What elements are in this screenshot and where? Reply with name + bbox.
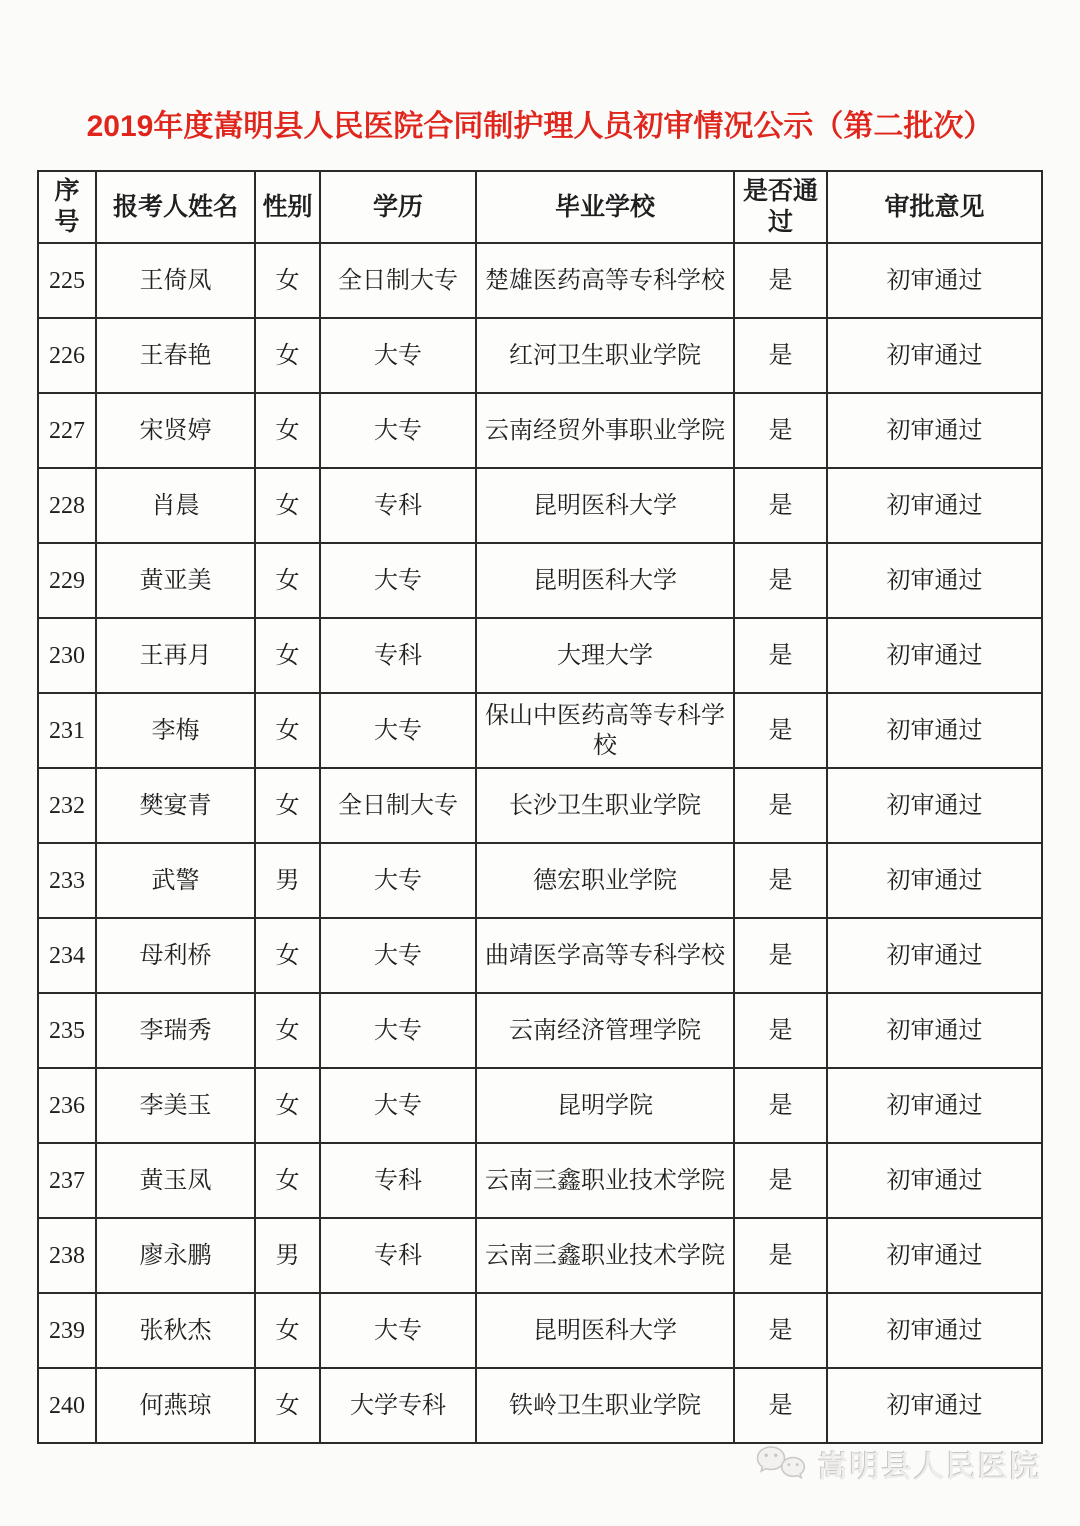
cell-name: 李瑞秀 bbox=[96, 993, 255, 1068]
cell-opinion: 初审通过 bbox=[827, 1293, 1042, 1368]
cell-name: 樊宴青 bbox=[96, 768, 255, 843]
cell-school: 长沙卫生职业学院 bbox=[476, 768, 734, 843]
cell-school: 云南经济管理学院 bbox=[476, 993, 734, 1068]
col-header-passed: 是否通过 bbox=[734, 171, 827, 243]
cell-school: 云南三鑫职业技术学院 bbox=[476, 1218, 734, 1293]
cell-passed: 是 bbox=[734, 393, 827, 468]
col-header-education: 学历 bbox=[320, 171, 476, 243]
cell-opinion: 初审通过 bbox=[827, 993, 1042, 1068]
cell-gender: 女 bbox=[255, 1143, 320, 1218]
cell-school: 昆明学院 bbox=[476, 1068, 734, 1143]
table-row bbox=[38, 618, 1042, 693]
cell-school: 曲靖医学高等专科学校 bbox=[476, 918, 734, 993]
cell-opinion: 初审通过 bbox=[827, 768, 1042, 843]
cell-education: 大专 bbox=[320, 918, 476, 993]
cell-name: 李梅 bbox=[96, 693, 255, 768]
cell-name: 宋贤婷 bbox=[96, 393, 255, 468]
cell-opinion: 初审通过 bbox=[827, 318, 1042, 393]
cell-serial: 239 bbox=[38, 1293, 96, 1368]
cell-gender: 女 bbox=[255, 693, 320, 768]
cell-education: 专科 bbox=[320, 1143, 476, 1218]
cell-gender: 女 bbox=[255, 768, 320, 843]
table-header-row bbox=[38, 171, 1042, 243]
cell-education: 全日制大专 bbox=[320, 768, 476, 843]
cell-opinion: 初审通过 bbox=[827, 1068, 1042, 1143]
cell-gender: 女 bbox=[255, 543, 320, 618]
cell-name: 王倚凤 bbox=[96, 243, 255, 318]
table-row bbox=[38, 243, 1042, 318]
cell-school: 昆明医科大学 bbox=[476, 468, 734, 543]
cell-passed: 是 bbox=[734, 1368, 827, 1443]
cell-name: 李美玉 bbox=[96, 1068, 255, 1143]
col-header-gender: 性别 bbox=[255, 171, 320, 243]
cell-education: 大专 bbox=[320, 543, 476, 618]
cell-opinion: 初审通过 bbox=[827, 243, 1042, 318]
cell-passed: 是 bbox=[734, 243, 827, 318]
table-row bbox=[38, 393, 1042, 468]
cell-passed: 是 bbox=[734, 1143, 827, 1218]
cell-serial: 231 bbox=[38, 693, 96, 768]
cell-school: 楚雄医药高等专科学校 bbox=[476, 243, 734, 318]
cell-education: 大专 bbox=[320, 1068, 476, 1143]
cell-name: 黄亚美 bbox=[96, 543, 255, 618]
cell-school: 云南经贸外事职业学院 bbox=[476, 393, 734, 468]
cell-name: 母利桥 bbox=[96, 918, 255, 993]
cell-passed: 是 bbox=[734, 1218, 827, 1293]
cell-serial: 226 bbox=[38, 318, 96, 393]
table-row bbox=[38, 993, 1042, 1068]
cell-gender: 女 bbox=[255, 993, 320, 1068]
table-row bbox=[38, 318, 1042, 393]
table-row bbox=[38, 543, 1042, 618]
cell-school: 昆明医科大学 bbox=[476, 1293, 734, 1368]
cell-gender: 女 bbox=[255, 618, 320, 693]
cell-school: 德宏职业学院 bbox=[476, 843, 734, 918]
cell-serial: 228 bbox=[38, 468, 96, 543]
cell-gender: 女 bbox=[255, 1368, 320, 1443]
table-row bbox=[38, 1218, 1042, 1293]
cell-education: 大专 bbox=[320, 318, 476, 393]
page-title: 2019年度嵩明县人民医院合同制护理人员初审情况公示（第二批次） bbox=[86, 110, 994, 143]
cell-serial: 235 bbox=[38, 993, 96, 1068]
cell-education: 大专 bbox=[320, 393, 476, 468]
cell-education: 大学专科 bbox=[320, 1368, 476, 1443]
table-row bbox=[38, 843, 1042, 918]
cell-serial: 227 bbox=[38, 393, 96, 468]
table-row bbox=[38, 1143, 1042, 1218]
cell-serial: 232 bbox=[38, 768, 96, 843]
cell-gender: 女 bbox=[255, 243, 320, 318]
cell-opinion: 初审通过 bbox=[827, 393, 1042, 468]
cell-gender: 女 bbox=[255, 918, 320, 993]
col-header-serial: 序号 bbox=[38, 171, 96, 243]
cell-opinion: 初审通过 bbox=[827, 1368, 1042, 1443]
review-table bbox=[37, 170, 1043, 1444]
watermark-text: 嵩明县人民医院 bbox=[818, 1451, 1042, 1484]
cell-serial: 240 bbox=[38, 1368, 96, 1443]
wechat-watermark bbox=[756, 1442, 1042, 1486]
cell-name: 肖晨 bbox=[96, 468, 255, 543]
cell-school: 铁岭卫生职业学院 bbox=[476, 1368, 734, 1443]
cell-passed: 是 bbox=[734, 543, 827, 618]
col-header-opinion: 审批意见 bbox=[827, 171, 1042, 243]
cell-school: 红河卫生职业学院 bbox=[476, 318, 734, 393]
cell-passed: 是 bbox=[734, 993, 827, 1068]
cell-name: 何燕琼 bbox=[96, 1368, 255, 1443]
cell-opinion: 初审通过 bbox=[827, 918, 1042, 993]
cell-opinion: 初审通过 bbox=[827, 843, 1042, 918]
cell-serial: 233 bbox=[38, 843, 96, 918]
cell-gender: 女 bbox=[255, 468, 320, 543]
cell-name: 王再月 bbox=[96, 618, 255, 693]
cell-school: 大理大学 bbox=[476, 618, 734, 693]
col-header-school: 毕业学校 bbox=[476, 171, 734, 243]
cell-education: 大专 bbox=[320, 693, 476, 768]
cell-name: 张秋杰 bbox=[96, 1293, 255, 1368]
table-row bbox=[38, 1293, 1042, 1368]
cell-passed: 是 bbox=[734, 843, 827, 918]
table-row bbox=[38, 918, 1042, 993]
cell-gender: 女 bbox=[255, 1068, 320, 1143]
cell-name: 王春艳 bbox=[96, 318, 255, 393]
cell-serial: 230 bbox=[38, 618, 96, 693]
cell-passed: 是 bbox=[734, 618, 827, 693]
cell-education: 专科 bbox=[320, 468, 476, 543]
cell-opinion: 初审通过 bbox=[827, 1143, 1042, 1218]
cell-education: 大专 bbox=[320, 1293, 476, 1368]
cell-gender: 男 bbox=[255, 1218, 320, 1293]
cell-serial: 229 bbox=[38, 543, 96, 618]
cell-education: 专科 bbox=[320, 618, 476, 693]
table-row bbox=[38, 468, 1042, 543]
cell-serial: 237 bbox=[38, 1143, 96, 1218]
cell-school: 昆明医科大学 bbox=[476, 543, 734, 618]
cell-passed: 是 bbox=[734, 468, 827, 543]
cell-opinion: 初审通过 bbox=[827, 468, 1042, 543]
cell-school: 云南三鑫职业技术学院 bbox=[476, 1143, 734, 1218]
cell-opinion: 初审通过 bbox=[827, 1218, 1042, 1293]
cell-gender: 男 bbox=[255, 843, 320, 918]
table-row bbox=[38, 768, 1042, 843]
cell-passed: 是 bbox=[734, 768, 827, 843]
cell-name: 武警 bbox=[96, 843, 255, 918]
cell-passed: 是 bbox=[734, 693, 827, 768]
cell-opinion: 初审通过 bbox=[827, 543, 1042, 618]
cell-education: 大专 bbox=[320, 993, 476, 1068]
col-header-name: 报考人姓名 bbox=[96, 171, 255, 243]
wechat-icon bbox=[756, 1444, 808, 1484]
cell-passed: 是 bbox=[734, 1068, 827, 1143]
table-row bbox=[38, 1368, 1042, 1443]
cell-opinion: 初审通过 bbox=[827, 693, 1042, 768]
cell-serial: 236 bbox=[38, 1068, 96, 1143]
cell-school: 保山中医药高等专科学校 bbox=[476, 693, 734, 768]
cell-gender: 女 bbox=[255, 318, 320, 393]
cell-education: 专科 bbox=[320, 1218, 476, 1293]
cell-serial: 238 bbox=[38, 1218, 96, 1293]
cell-passed: 是 bbox=[734, 1293, 827, 1368]
cell-serial: 225 bbox=[38, 243, 96, 318]
cell-name: 黄玉凤 bbox=[96, 1143, 255, 1218]
table-body bbox=[38, 243, 1042, 1443]
cell-gender: 女 bbox=[255, 393, 320, 468]
table-row bbox=[38, 1068, 1042, 1143]
cell-opinion: 初审通过 bbox=[827, 618, 1042, 693]
cell-name: 廖永鹏 bbox=[96, 1218, 255, 1293]
cell-gender: 女 bbox=[255, 1293, 320, 1368]
table-row bbox=[38, 693, 1042, 768]
cell-passed: 是 bbox=[734, 918, 827, 993]
cell-serial: 234 bbox=[38, 918, 96, 993]
cell-education: 全日制大专 bbox=[320, 243, 476, 318]
cell-passed: 是 bbox=[734, 318, 827, 393]
cell-education: 大专 bbox=[320, 843, 476, 918]
